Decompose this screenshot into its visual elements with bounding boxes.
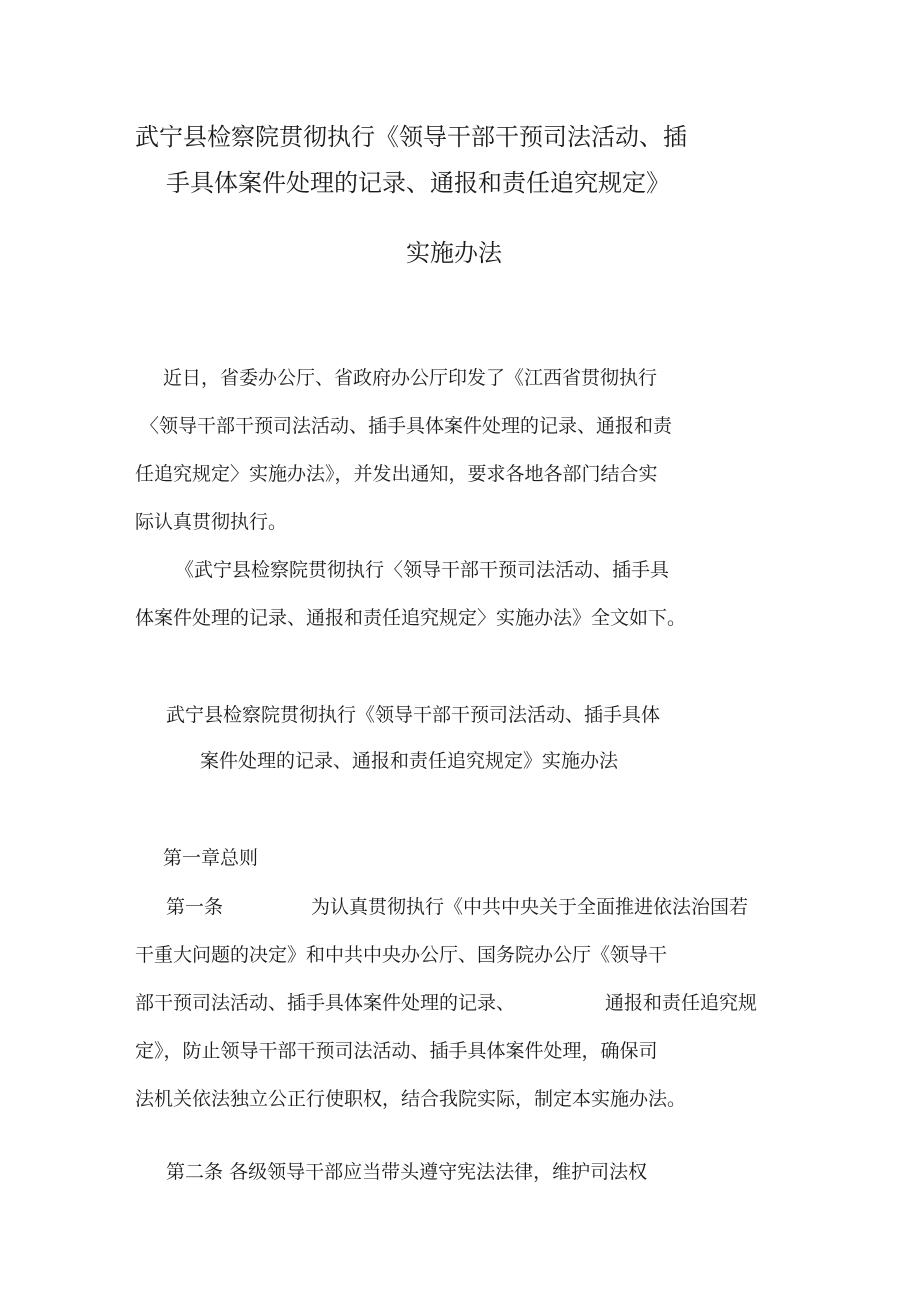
doc-title-line-2: 手具体案件处理的记录、通报和责任追究规定》 xyxy=(166,169,670,197)
article-2-text: 各级领导干部应当带头遵守宪法法律，维护司法权 xyxy=(229,1161,648,1183)
article-1-line-1 xyxy=(166,895,748,919)
article-1-line-2: 干重大问题的决定》和中共中央办公厅、国务院办公厅《领导干 xyxy=(135,944,668,966)
intro-p1-line-4: 际认真贯彻执行。 xyxy=(135,511,288,533)
chapter-heading: 第一章总则 xyxy=(163,847,259,869)
article-1-label: 第一条 xyxy=(166,896,224,918)
intro-p2-line-2: 体案件处理的记录、通报和责任追究规定〉实施办法》全文如下。 xyxy=(135,607,687,629)
doc-title-line-3: 实施办法 xyxy=(406,239,502,267)
intro-p1-line-2: 〈领导干部干预司法活动、插手具体案件处理的记录、通报和责 xyxy=(140,415,673,437)
article-1-line-4: 定》，防止领导干部干预司法活动、插手具体案件处理，确保司 xyxy=(135,1040,658,1062)
article-1-text-3b: 通报和责任追究规 xyxy=(605,992,758,1014)
article-1-text-3a: 部干预司法活动、插手具体案件处理的记录、 xyxy=(135,992,516,1014)
doc-title-line-1: 武宁县检察院贯彻执行《领导干部干预司法活动、插 xyxy=(135,123,687,151)
article-1-line-3 xyxy=(135,991,757,1015)
article-1-text-1: 为认真贯彻执行《中共中央关于全面推进依法治国若 xyxy=(311,896,749,918)
article-1-line-5: 法机关依法独立公正行使职权，结合我院实际，制定本实施办法。 xyxy=(135,1088,687,1110)
intro-p1-line-3: 任追究规定〉实施办法》，并发出通知，要求各地各部门结合实 xyxy=(135,463,658,485)
subtitle-line-1: 武宁县检察院贯彻执行《领导干部干预司法活动、插手具体 xyxy=(166,704,661,726)
subtitle-line-2: 案件处理的记录、通报和责任追究规定》实施办法 xyxy=(200,750,619,772)
intro-p1-line-1: 近日，省委办公厅、省政府办公厅印发了《江西省贯彻执行 xyxy=(163,367,658,389)
intro-p2-line-1: 《武宁县检察院贯彻执行〈领导干部干预司法活动、插手具 xyxy=(175,559,670,581)
article-2-label: 第二条 xyxy=(166,1161,224,1183)
article-2-line-1 xyxy=(166,1160,647,1184)
